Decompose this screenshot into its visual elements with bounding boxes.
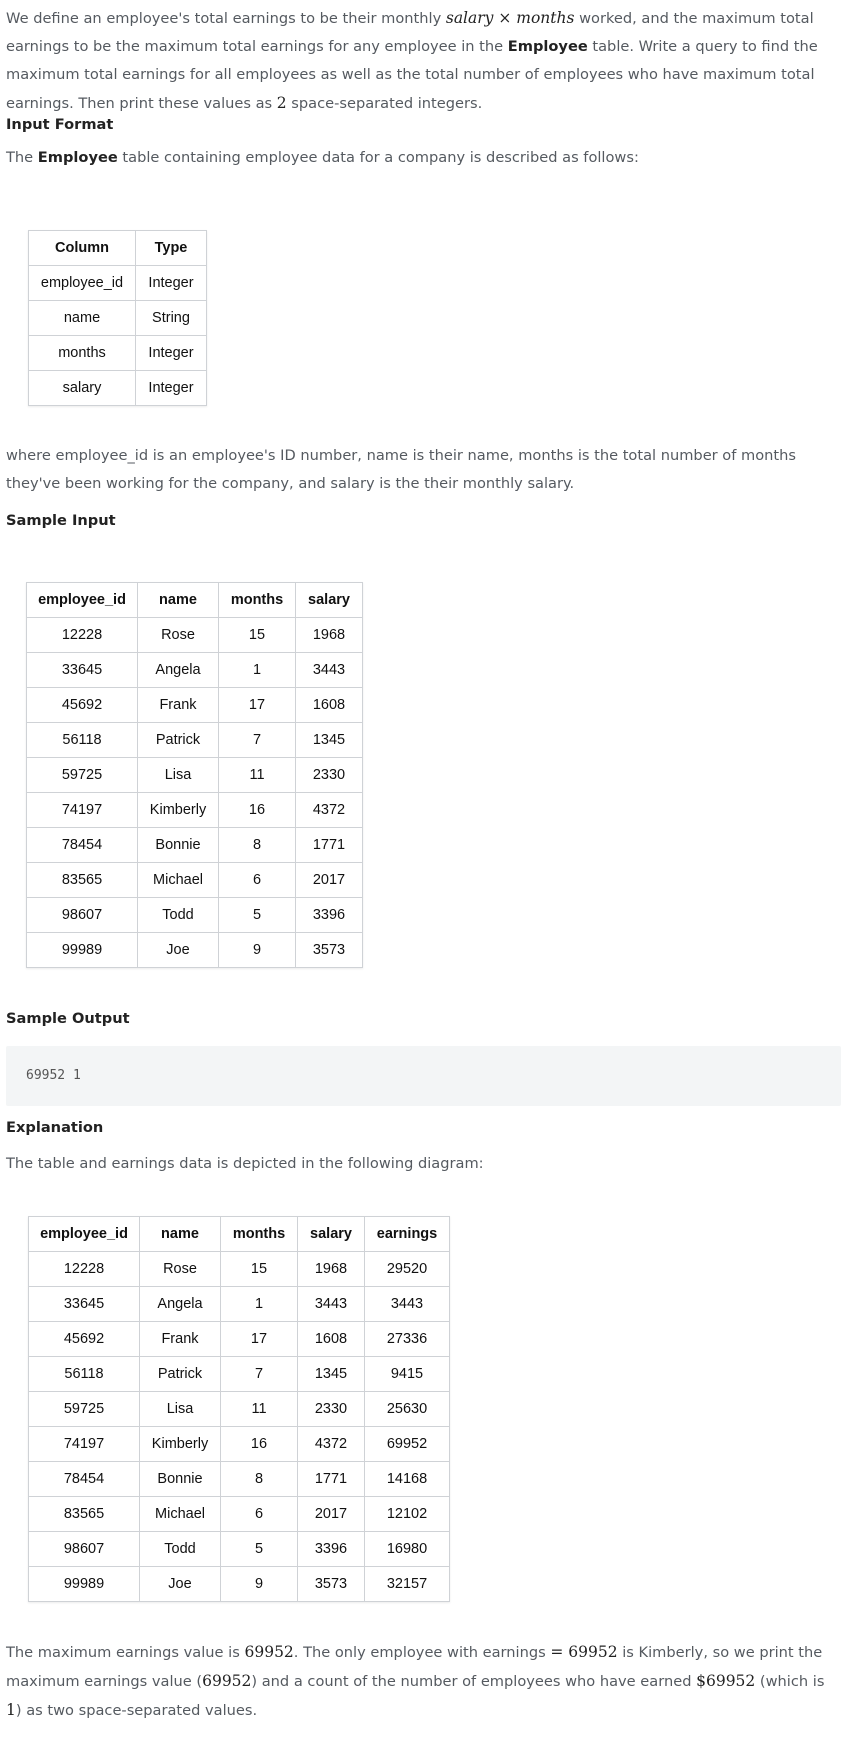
input-cell: 6 [219,863,296,898]
explanation-cell: 1771 [298,1462,365,1497]
input-cell: 16 [219,793,296,828]
math-two: 2 [276,94,287,112]
schema-cell: String [136,301,207,336]
explanation-cell: 11 [221,1392,298,1427]
explanation-cell: 25630 [365,1392,450,1427]
explanation-conclusion [6,1638,842,1725]
schema-cell: Integer [136,336,207,371]
intro-paragraph [6,4,842,118]
input-cell: 17 [219,688,296,723]
input-cell: 7 [219,723,296,758]
input-cell: 1345 [296,723,363,758]
explanation-cell: 17 [221,1322,298,1357]
input-cell: Angela [138,653,219,688]
explanation-cell: Kimberly [140,1427,221,1462]
schema-row [29,266,207,301]
input-cell: 4372 [296,793,363,828]
explanation-cell: 8 [221,1462,298,1497]
explanation-header-cell: name [140,1217,221,1252]
input-cell: Lisa [138,758,219,793]
schema-header-cell: Column [29,231,136,266]
explanation-cell: 3573 [298,1567,365,1602]
explanation-cell: Todd [140,1532,221,1567]
schema-note: where employee_id is an employee's ID number, name is their name, months is the total number of months they've been working for the company, and salary is the their monthly salary. [6,447,796,492]
input-cell: Frank [138,688,219,723]
input-format-heading: Input Format [6,116,114,133]
conclusion-text: ) and a count of the number of employees who have earned [251,1673,697,1690]
explanation-header-cell: earnings [365,1217,450,1252]
sample-output-value: 69952 1 [26,1068,81,1083]
explanation-cell: Lisa [140,1392,221,1427]
explanation-cell: 69952 [365,1427,450,1462]
explanation-cell: Angela [140,1287,221,1322]
explanation-cell: 27336 [365,1322,450,1357]
explanation-cell: Joe [140,1567,221,1602]
input-header-cell: salary [296,583,363,618]
explanation-cell: 56118 [29,1357,140,1392]
input-row [27,618,363,653]
sample-output-box [6,1046,841,1106]
explanation-cell: Bonnie [140,1462,221,1497]
explanation-cell: 45692 [29,1322,140,1357]
explanation-cell: 15 [221,1252,298,1287]
explanation-heading: Explanation [6,1119,104,1136]
explanation-cell: Patrick [140,1357,221,1392]
explanation-cell: 4372 [298,1427,365,1462]
input-cell: 74197 [27,793,138,828]
explanation-table [28,1216,450,1602]
schema-row [29,371,207,406]
math-dollar-value: $69952 [696,1672,756,1690]
input-cell: 56118 [27,723,138,758]
input-cell: Rose [138,618,219,653]
explanation-cell: 7 [221,1357,298,1392]
input-row [27,688,363,723]
input-cell: 5 [219,898,296,933]
input-header-cell: name [138,583,219,618]
explanation-cell: 6 [221,1497,298,1532]
intro-text: We define an employee's total earnings to be their monthly [6,10,446,27]
explanation-cell: 9415 [365,1357,450,1392]
input-cell: 1771 [296,828,363,863]
schema-cell: name [29,301,136,336]
math-max-value: 69952 [244,1643,294,1661]
input-cell: 3573 [296,933,363,968]
conclusion-text: is Kimberly, so we print the maximum earnings value ( [6,1644,823,1690]
input-cell: 59725 [27,758,138,793]
input-row [27,758,363,793]
input-cell: 9 [219,933,296,968]
explanation-cell: 12228 [29,1252,140,1287]
explanation-cell: 98607 [29,1532,140,1567]
schema-header-cell: Type [136,231,207,266]
math-equals-value: = 69952 [550,1643,618,1661]
schema-cell: Integer [136,371,207,406]
sample-input-table [26,582,363,968]
input-row [27,898,363,933]
bold-employee: Employee [507,38,588,55]
input-row [27,723,363,758]
input-cell: 99989 [27,933,138,968]
input-cell: 2017 [296,863,363,898]
input-cell: Joe [138,933,219,968]
input-header-cell: employee_id [27,583,138,618]
input-cell: Patrick [138,723,219,758]
explanation-cell: 78454 [29,1462,140,1497]
intro-text: space-separated integers. [286,95,483,112]
explanation-cell: 9 [221,1567,298,1602]
intro-text: worked, and the maximum total earnings to be the maximum total earnings for any employee in the [6,10,814,55]
explanation-header-cell: salary [298,1217,365,1252]
input-row [27,653,363,688]
explanation-cell: 83565 [29,1497,140,1532]
desc-text: table containing employee data for a company is described as follows: [117,149,639,166]
explanation-cell: Rose [140,1252,221,1287]
explanation-cell: 16980 [365,1532,450,1567]
input-cell: Todd [138,898,219,933]
explanation-cell: 14168 [365,1462,450,1497]
input-cell: 3396 [296,898,363,933]
explanation-cell: 2330 [298,1392,365,1427]
explanation-cell: 3396 [298,1532,365,1567]
schema-row [29,301,207,336]
explanation-cell: 1968 [298,1252,365,1287]
input-cell: 15 [219,618,296,653]
input-cell: 33645 [27,653,138,688]
intro-text: table. Write a query to find the maximum total earnings for all employees as well as the total number of employees who have maximum total earnings. Then print these values as [6,38,818,112]
conclusion-text: ) as two space-separated values. [15,1702,258,1719]
schema-cell: employee_id [29,266,136,301]
schema-row [29,336,207,371]
schema-cell: months [29,336,136,371]
input-cell: Michael [138,863,219,898]
input-cell: 1968 [296,618,363,653]
explanation-cell: Frank [140,1322,221,1357]
conclusion-text: (which is [755,1673,825,1690]
input-cell: 1608 [296,688,363,723]
explanation-header-cell: employee_id [29,1217,140,1252]
math-times: × [493,9,517,27]
explanation-cell: 3443 [365,1287,450,1322]
input-cell: 12228 [27,618,138,653]
math-months: months [516,9,575,27]
explanation-cell: 1345 [298,1357,365,1392]
input-cell: 78454 [27,828,138,863]
explanation-row [29,1252,450,1287]
input-cell: 83565 [27,863,138,898]
input-row [27,793,363,828]
explanation-cell: 99989 [29,1567,140,1602]
explanation-cell: 3443 [298,1287,365,1322]
sample-output-heading: Sample Output [6,1010,130,1027]
explanation-cell: 2017 [298,1497,365,1532]
explanation-cell: 1608 [298,1322,365,1357]
input-cell: 98607 [27,898,138,933]
input-format-description [6,144,639,172]
explanation-row [29,1567,450,1602]
explanation-row [29,1392,450,1427]
schema-table [28,230,207,406]
input-cell: Kimberly [138,793,219,828]
explanation-cell: 33645 [29,1287,140,1322]
sample-input-heading: Sample Input [6,512,116,529]
explanation-description: The table and earnings data is depicted in the following diagram: [6,1155,484,1172]
input-header-cell: months [219,583,296,618]
explanation-row [29,1532,450,1567]
bold-employee: Employee [37,149,118,166]
input-cell: Bonnie [138,828,219,863]
explanation-row [29,1462,450,1497]
explanation-cell: 74197 [29,1427,140,1462]
input-row [27,933,363,968]
schema-cell: salary [29,371,136,406]
explanation-cell: 1 [221,1287,298,1322]
math-salary: salary [445,9,494,27]
explanation-cell: 5 [221,1532,298,1567]
explanation-cell: 29520 [365,1252,450,1287]
explanation-row [29,1427,450,1462]
input-cell: 1 [219,653,296,688]
explanation-cell: 12102 [365,1497,450,1532]
input-cell: 3443 [296,653,363,688]
explanation-cell: 32157 [365,1567,450,1602]
explanation-row [29,1497,450,1532]
input-cell: 11 [219,758,296,793]
math-max-value: 69952 [202,1672,252,1690]
input-cell: 2330 [296,758,363,793]
explanation-cell: 59725 [29,1392,140,1427]
input-cell: 8 [219,828,296,863]
input-row [27,863,363,898]
explanation-row [29,1287,450,1322]
schema-cell: Integer [136,266,207,301]
conclusion-text: The maximum earnings value is [6,1644,245,1661]
explanation-cell: Michael [140,1497,221,1532]
explanation-row [29,1357,450,1392]
input-row [27,828,363,863]
explanation-header-cell: months [221,1217,298,1252]
math-count: 1 [6,1701,16,1719]
desc-text: The [6,149,38,166]
explanation-cell: 16 [221,1427,298,1462]
input-cell: 45692 [27,688,138,723]
conclusion-text: . The only employee with earnings [293,1644,551,1661]
explanation-row [29,1322,450,1357]
